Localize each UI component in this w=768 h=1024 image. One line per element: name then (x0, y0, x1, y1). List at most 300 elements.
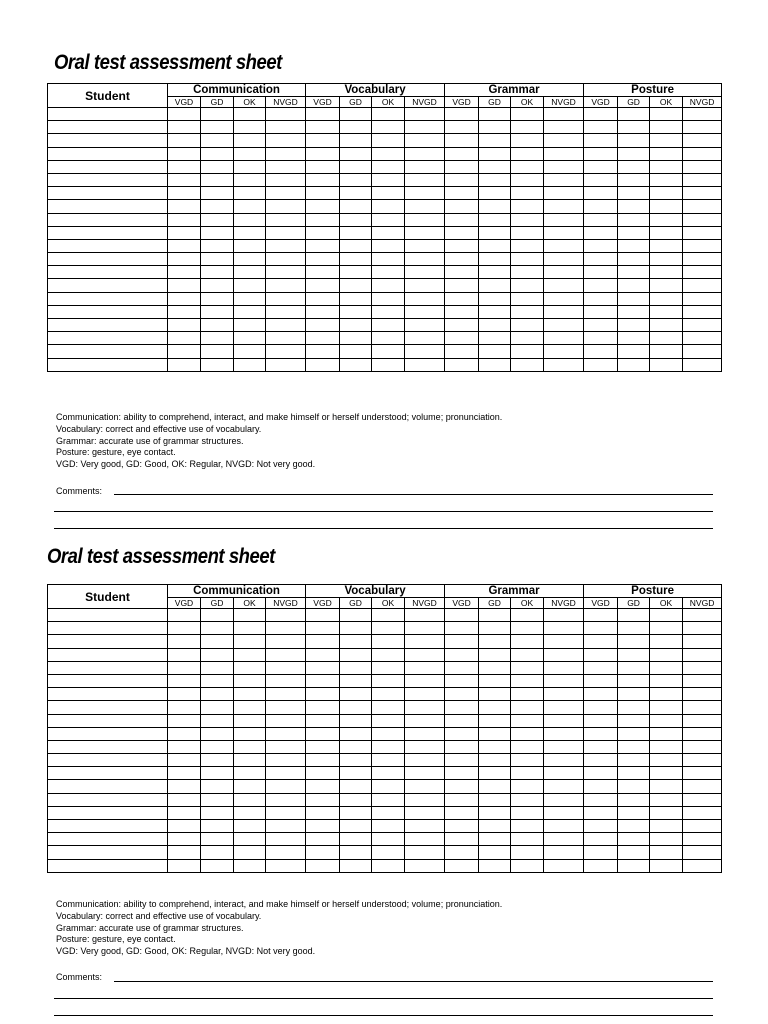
rating-cell[interactable] (405, 754, 445, 767)
rating-cell[interactable] (650, 754, 683, 767)
rating-cell[interactable] (266, 688, 306, 701)
rating-cell[interactable] (234, 740, 266, 753)
rating-cell[interactable] (650, 292, 683, 305)
rating-cell[interactable] (201, 292, 234, 305)
rating-cell[interactable] (479, 147, 511, 160)
rating-cell[interactable] (201, 846, 234, 859)
rating-cell[interactable] (340, 108, 372, 121)
rating-cell[interactable] (650, 648, 683, 661)
rating-cell[interactable] (683, 846, 722, 859)
rating-cell[interactable] (405, 701, 445, 714)
rating-cell[interactable] (511, 160, 544, 173)
student-name-cell[interactable] (48, 609, 168, 622)
rating-cell[interactable] (544, 147, 584, 160)
rating-cell[interactable] (266, 134, 306, 147)
rating-cell[interactable] (372, 806, 405, 819)
rating-cell[interactable] (168, 332, 201, 345)
rating-cell[interactable] (168, 859, 201, 872)
rating-cell[interactable] (306, 147, 340, 160)
rating-cell[interactable] (372, 279, 405, 292)
student-name-cell[interactable] (48, 319, 168, 332)
rating-cell[interactable] (340, 859, 372, 872)
rating-cell[interactable] (372, 859, 405, 872)
rating-cell[interactable] (511, 661, 544, 674)
rating-cell[interactable] (479, 305, 511, 318)
rating-cell[interactable] (306, 213, 340, 226)
rating-cell[interactable] (168, 134, 201, 147)
rating-cell[interactable] (650, 147, 683, 160)
rating-cell[interactable] (266, 793, 306, 806)
rating-cell[interactable] (372, 622, 405, 635)
rating-cell[interactable] (445, 200, 479, 213)
rating-cell[interactable] (405, 108, 445, 121)
rating-cell[interactable] (445, 213, 479, 226)
rating-cell[interactable] (584, 134, 618, 147)
rating-cell[interactable] (544, 200, 584, 213)
rating-cell[interactable] (479, 767, 511, 780)
rating-cell[interactable] (372, 727, 405, 740)
rating-cell[interactable] (234, 793, 266, 806)
rating-cell[interactable] (479, 226, 511, 239)
rating-cell[interactable] (544, 345, 584, 358)
rating-cell[interactable] (544, 754, 584, 767)
rating-cell[interactable] (372, 239, 405, 252)
rating-cell[interactable] (584, 820, 618, 833)
rating-cell[interactable] (445, 187, 479, 200)
rating-cell[interactable] (340, 253, 372, 266)
student-name-cell[interactable] (48, 714, 168, 727)
student-name-cell[interactable] (48, 266, 168, 279)
rating-cell[interactable] (266, 226, 306, 239)
rating-cell[interactable] (201, 279, 234, 292)
rating-cell[interactable] (340, 833, 372, 846)
rating-cell[interactable] (372, 121, 405, 134)
rating-cell[interactable] (650, 213, 683, 226)
comments-line[interactable] (54, 511, 713, 512)
rating-cell[interactable] (683, 806, 722, 819)
rating-cell[interactable] (584, 160, 618, 173)
rating-cell[interactable] (584, 714, 618, 727)
rating-cell[interactable] (618, 674, 650, 687)
rating-cell[interactable] (618, 160, 650, 173)
rating-cell[interactable] (201, 635, 234, 648)
rating-cell[interactable] (168, 793, 201, 806)
rating-cell[interactable] (168, 740, 201, 753)
rating-cell[interactable] (445, 648, 479, 661)
rating-cell[interactable] (266, 253, 306, 266)
rating-cell[interactable] (372, 319, 405, 332)
rating-cell[interactable] (683, 661, 722, 674)
rating-cell[interactable] (618, 648, 650, 661)
rating-cell[interactable] (479, 688, 511, 701)
student-name-cell[interactable] (48, 833, 168, 846)
rating-cell[interactable] (340, 635, 372, 648)
rating-cell[interactable] (544, 173, 584, 186)
rating-cell[interactable] (618, 279, 650, 292)
rating-cell[interactable] (544, 253, 584, 266)
rating-cell[interactable] (479, 714, 511, 727)
rating-cell[interactable] (618, 200, 650, 213)
rating-cell[interactable] (168, 806, 201, 819)
rating-cell[interactable] (683, 305, 722, 318)
rating-cell[interactable] (618, 767, 650, 780)
rating-cell[interactable] (618, 108, 650, 121)
rating-cell[interactable] (584, 187, 618, 200)
rating-cell[interactable] (544, 820, 584, 833)
rating-cell[interactable] (479, 609, 511, 622)
rating-cell[interactable] (372, 187, 405, 200)
rating-cell[interactable] (544, 648, 584, 661)
rating-cell[interactable] (479, 635, 511, 648)
rating-cell[interactable] (650, 173, 683, 186)
rating-cell[interactable] (306, 358, 340, 371)
rating-cell[interactable] (234, 714, 266, 727)
rating-cell[interactable] (340, 714, 372, 727)
rating-cell[interactable] (405, 622, 445, 635)
rating-cell[interactable] (306, 187, 340, 200)
student-name-cell[interactable] (48, 820, 168, 833)
rating-cell[interactable] (479, 108, 511, 121)
rating-cell[interactable] (306, 859, 340, 872)
rating-cell[interactable] (584, 846, 618, 859)
rating-cell[interactable] (168, 754, 201, 767)
comments-line[interactable] (54, 998, 713, 999)
rating-cell[interactable] (234, 279, 266, 292)
rating-cell[interactable] (650, 622, 683, 635)
rating-cell[interactable] (306, 635, 340, 648)
rating-cell[interactable] (405, 648, 445, 661)
rating-cell[interactable] (372, 674, 405, 687)
student-name-cell[interactable] (48, 740, 168, 753)
rating-cell[interactable] (445, 319, 479, 332)
rating-cell[interactable] (584, 266, 618, 279)
rating-cell[interactable] (618, 688, 650, 701)
rating-cell[interactable] (340, 701, 372, 714)
rating-cell[interactable] (544, 134, 584, 147)
rating-cell[interactable] (479, 701, 511, 714)
student-name-cell[interactable] (48, 622, 168, 635)
rating-cell[interactable] (618, 345, 650, 358)
rating-cell[interactable] (618, 846, 650, 859)
rating-cell[interactable] (266, 108, 306, 121)
rating-cell[interactable] (511, 226, 544, 239)
rating-cell[interactable] (584, 833, 618, 846)
rating-cell[interactable] (405, 833, 445, 846)
rating-cell[interactable] (650, 332, 683, 345)
rating-cell[interactable] (650, 345, 683, 358)
rating-cell[interactable] (306, 200, 340, 213)
rating-cell[interactable] (306, 701, 340, 714)
rating-cell[interactable] (405, 319, 445, 332)
rating-cell[interactable] (584, 806, 618, 819)
rating-cell[interactable] (683, 859, 722, 872)
rating-cell[interactable] (544, 833, 584, 846)
rating-cell[interactable] (306, 160, 340, 173)
rating-cell[interactable] (168, 780, 201, 793)
rating-cell[interactable] (372, 780, 405, 793)
rating-cell[interactable] (234, 859, 266, 872)
student-name-cell[interactable] (48, 358, 168, 371)
rating-cell[interactable] (584, 767, 618, 780)
rating-cell[interactable] (201, 609, 234, 622)
rating-cell[interactable] (511, 674, 544, 687)
rating-cell[interactable] (405, 147, 445, 160)
rating-cell[interactable] (372, 173, 405, 186)
rating-cell[interactable] (479, 674, 511, 687)
student-name-cell[interactable] (48, 200, 168, 213)
rating-cell[interactable] (650, 108, 683, 121)
rating-cell[interactable] (584, 108, 618, 121)
rating-cell[interactable] (584, 780, 618, 793)
rating-cell[interactable] (618, 253, 650, 266)
rating-cell[interactable] (683, 833, 722, 846)
rating-cell[interactable] (234, 780, 266, 793)
rating-cell[interactable] (266, 279, 306, 292)
rating-cell[interactable] (650, 688, 683, 701)
rating-cell[interactable] (234, 187, 266, 200)
rating-cell[interactable] (584, 213, 618, 226)
rating-cell[interactable] (584, 740, 618, 753)
rating-cell[interactable] (544, 701, 584, 714)
rating-cell[interactable] (306, 740, 340, 753)
rating-cell[interactable] (618, 859, 650, 872)
rating-cell[interactable] (445, 147, 479, 160)
student-name-cell[interactable] (48, 754, 168, 767)
rating-cell[interactable] (445, 688, 479, 701)
rating-cell[interactable] (584, 319, 618, 332)
rating-cell[interactable] (544, 226, 584, 239)
rating-cell[interactable] (683, 701, 722, 714)
rating-cell[interactable] (650, 635, 683, 648)
rating-cell[interactable] (201, 833, 234, 846)
rating-cell[interactable] (584, 661, 618, 674)
rating-cell[interactable] (544, 780, 584, 793)
rating-cell[interactable] (544, 793, 584, 806)
rating-cell[interactable] (511, 714, 544, 727)
student-name-cell[interactable] (48, 688, 168, 701)
rating-cell[interactable] (445, 305, 479, 318)
rating-cell[interactable] (234, 121, 266, 134)
rating-cell[interactable] (201, 160, 234, 173)
rating-cell[interactable] (479, 846, 511, 859)
rating-cell[interactable] (511, 266, 544, 279)
comments-line[interactable] (114, 981, 713, 982)
rating-cell[interactable] (372, 147, 405, 160)
rating-cell[interactable] (584, 358, 618, 371)
rating-cell[interactable] (445, 846, 479, 859)
rating-cell[interactable] (683, 740, 722, 753)
rating-cell[interactable] (445, 226, 479, 239)
rating-cell[interactable] (405, 688, 445, 701)
rating-cell[interactable] (479, 121, 511, 134)
rating-cell[interactable] (683, 239, 722, 252)
rating-cell[interactable] (584, 793, 618, 806)
rating-cell[interactable] (544, 239, 584, 252)
student-name-cell[interactable] (48, 279, 168, 292)
rating-cell[interactable] (511, 121, 544, 134)
rating-cell[interactable] (168, 147, 201, 160)
rating-cell[interactable] (584, 279, 618, 292)
rating-cell[interactable] (340, 780, 372, 793)
rating-cell[interactable] (479, 622, 511, 635)
rating-cell[interactable] (405, 213, 445, 226)
rating-cell[interactable] (201, 767, 234, 780)
rating-cell[interactable] (683, 108, 722, 121)
rating-cell[interactable] (618, 793, 650, 806)
rating-cell[interactable] (340, 160, 372, 173)
rating-cell[interactable] (618, 187, 650, 200)
rating-cell[interactable] (340, 292, 372, 305)
rating-cell[interactable] (544, 727, 584, 740)
rating-cell[interactable] (234, 754, 266, 767)
rating-cell[interactable] (650, 859, 683, 872)
rating-cell[interactable] (650, 226, 683, 239)
rating-cell[interactable] (168, 609, 201, 622)
rating-cell[interactable] (234, 266, 266, 279)
student-name-cell[interactable] (48, 345, 168, 358)
rating-cell[interactable] (544, 674, 584, 687)
rating-cell[interactable] (405, 780, 445, 793)
rating-cell[interactable] (234, 727, 266, 740)
rating-cell[interactable] (618, 147, 650, 160)
rating-cell[interactable] (340, 622, 372, 635)
rating-cell[interactable] (405, 767, 445, 780)
rating-cell[interactable] (306, 609, 340, 622)
rating-cell[interactable] (511, 820, 544, 833)
rating-cell[interactable] (618, 292, 650, 305)
rating-cell[interactable] (479, 740, 511, 753)
rating-cell[interactable] (266, 674, 306, 687)
rating-cell[interactable] (618, 173, 650, 186)
student-name-cell[interactable] (48, 648, 168, 661)
rating-cell[interactable] (234, 319, 266, 332)
rating-cell[interactable] (340, 846, 372, 859)
rating-cell[interactable] (340, 793, 372, 806)
rating-cell[interactable] (584, 727, 618, 740)
rating-cell[interactable] (168, 253, 201, 266)
rating-cell[interactable] (340, 213, 372, 226)
rating-cell[interactable] (479, 200, 511, 213)
rating-cell[interactable] (683, 780, 722, 793)
rating-cell[interactable] (618, 134, 650, 147)
rating-cell[interactable] (168, 358, 201, 371)
rating-cell[interactable] (306, 239, 340, 252)
rating-cell[interactable] (201, 305, 234, 318)
rating-cell[interactable] (234, 622, 266, 635)
rating-cell[interactable] (445, 345, 479, 358)
rating-cell[interactable] (618, 754, 650, 767)
rating-cell[interactable] (650, 319, 683, 332)
rating-cell[interactable] (618, 332, 650, 345)
rating-cell[interactable] (168, 833, 201, 846)
rating-cell[interactable] (266, 727, 306, 740)
rating-cell[interactable] (201, 200, 234, 213)
rating-cell[interactable] (168, 701, 201, 714)
student-name-cell[interactable] (48, 305, 168, 318)
rating-cell[interactable] (306, 266, 340, 279)
rating-cell[interactable] (544, 859, 584, 872)
rating-cell[interactable] (479, 793, 511, 806)
rating-cell[interactable] (168, 266, 201, 279)
rating-cell[interactable] (445, 134, 479, 147)
rating-cell[interactable] (266, 345, 306, 358)
rating-cell[interactable] (479, 859, 511, 872)
rating-cell[interactable] (683, 793, 722, 806)
rating-cell[interactable] (511, 358, 544, 371)
rating-cell[interactable] (479, 648, 511, 661)
rating-cell[interactable] (372, 661, 405, 674)
rating-cell[interactable] (650, 727, 683, 740)
rating-cell[interactable] (479, 160, 511, 173)
rating-cell[interactable] (683, 820, 722, 833)
rating-cell[interactable] (266, 292, 306, 305)
rating-cell[interactable] (234, 674, 266, 687)
rating-cell[interactable] (683, 292, 722, 305)
rating-cell[interactable] (445, 701, 479, 714)
rating-cell[interactable] (405, 820, 445, 833)
rating-cell[interactable] (544, 108, 584, 121)
rating-cell[interactable] (511, 305, 544, 318)
rating-cell[interactable] (168, 648, 201, 661)
rating-cell[interactable] (234, 609, 266, 622)
rating-cell[interactable] (650, 846, 683, 859)
rating-cell[interactable] (340, 767, 372, 780)
rating-cell[interactable] (445, 767, 479, 780)
rating-cell[interactable] (306, 108, 340, 121)
rating-cell[interactable] (372, 846, 405, 859)
rating-cell[interactable] (168, 173, 201, 186)
rating-cell[interactable] (584, 253, 618, 266)
rating-cell[interactable] (511, 622, 544, 635)
rating-cell[interactable] (618, 780, 650, 793)
rating-cell[interactable] (683, 648, 722, 661)
rating-cell[interactable] (168, 226, 201, 239)
rating-cell[interactable] (405, 305, 445, 318)
rating-cell[interactable] (266, 806, 306, 819)
rating-cell[interactable] (650, 701, 683, 714)
rating-cell[interactable] (306, 780, 340, 793)
rating-cell[interactable] (372, 134, 405, 147)
rating-cell[interactable] (479, 806, 511, 819)
rating-cell[interactable] (511, 108, 544, 121)
rating-cell[interactable] (234, 226, 266, 239)
rating-cell[interactable] (683, 147, 722, 160)
rating-cell[interactable] (511, 780, 544, 793)
rating-cell[interactable] (306, 279, 340, 292)
rating-cell[interactable] (266, 332, 306, 345)
rating-cell[interactable] (511, 147, 544, 160)
rating-cell[interactable] (405, 740, 445, 753)
rating-cell[interactable] (201, 859, 234, 872)
rating-cell[interactable] (618, 833, 650, 846)
rating-cell[interactable] (584, 173, 618, 186)
rating-cell[interactable] (544, 609, 584, 622)
rating-cell[interactable] (405, 635, 445, 648)
rating-cell[interactable] (340, 173, 372, 186)
rating-cell[interactable] (201, 319, 234, 332)
rating-cell[interactable] (306, 121, 340, 134)
rating-cell[interactable] (683, 160, 722, 173)
rating-cell[interactable] (168, 846, 201, 859)
rating-cell[interactable] (650, 833, 683, 846)
rating-cell[interactable] (445, 793, 479, 806)
rating-cell[interactable] (511, 754, 544, 767)
rating-cell[interactable] (511, 767, 544, 780)
rating-cell[interactable] (479, 187, 511, 200)
rating-cell[interactable] (266, 833, 306, 846)
rating-cell[interactable] (405, 292, 445, 305)
rating-cell[interactable] (405, 358, 445, 371)
